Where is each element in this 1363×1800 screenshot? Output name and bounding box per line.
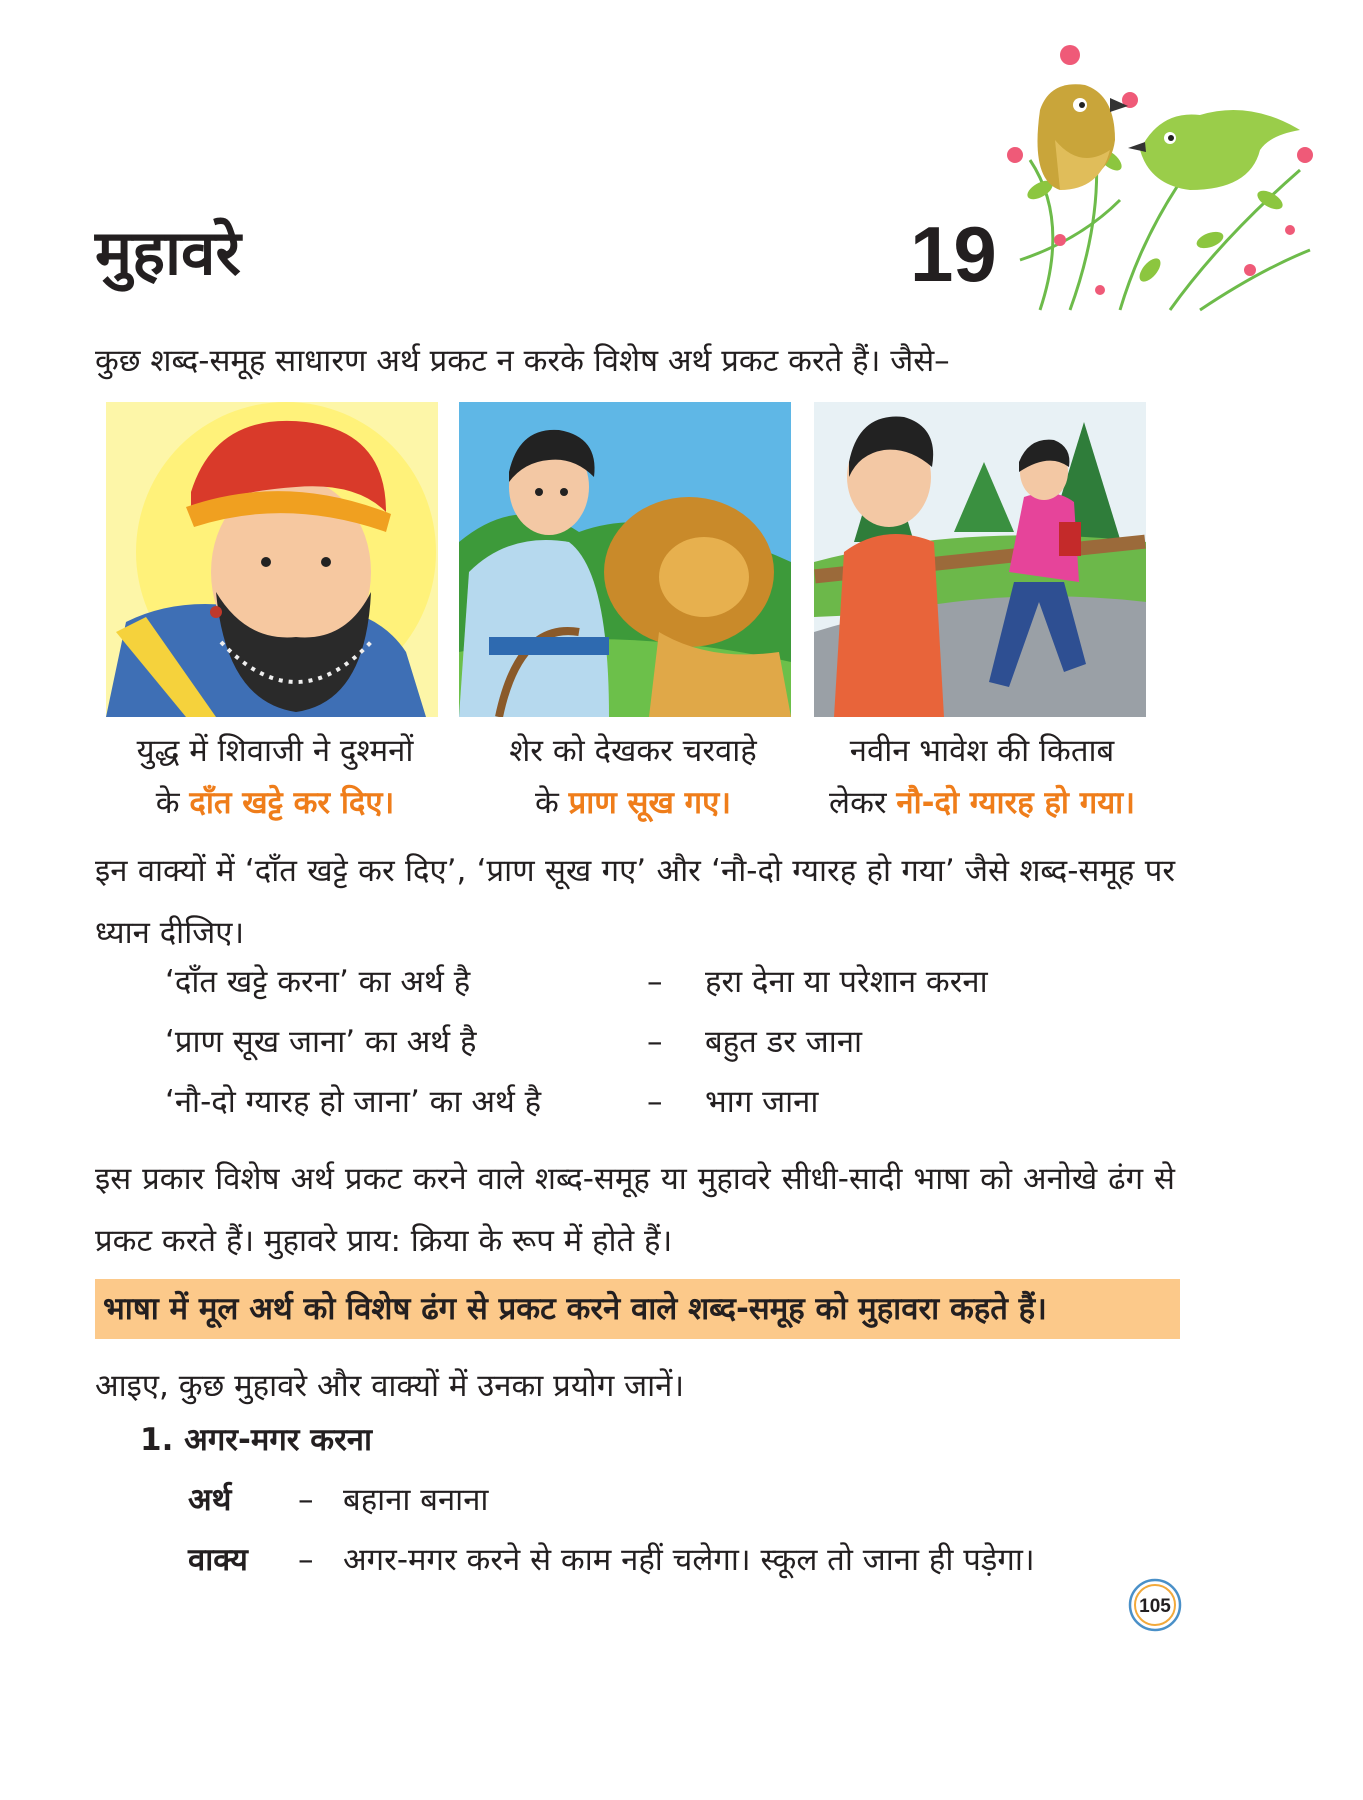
caption-1 — [100, 725, 450, 829]
caption-idiom: दाँत खट्टे कर दिए। — [189, 785, 395, 821]
page-number: 105 — [1139, 1596, 1171, 1617]
caption-2 — [458, 725, 808, 829]
definition-dash: – — [647, 964, 663, 1000]
definition-meaning: भाग जाना — [705, 1084, 819, 1120]
caption-3 — [807, 725, 1157, 829]
sentence-label: वाक्य — [188, 1542, 248, 1578]
boy-running-illustration — [814, 402, 1146, 717]
birds-illustration — [1000, 40, 1320, 315]
definition-row — [165, 952, 1165, 1012]
definition-term: ‘दाँत खट्टे करना’ का अर्थ है — [165, 964, 471, 1000]
chapter-title: मुहावरे — [95, 216, 241, 289]
caption-idiom: प्राण सूख गए। — [568, 785, 731, 821]
meaning-label: अर्थ — [188, 1482, 232, 1518]
meaning-dash: – — [298, 1482, 314, 1518]
definition-row — [165, 1072, 1165, 1132]
definition-row — [165, 1012, 1165, 1072]
definition-term: ‘नौ-दो ग्यारह हो जाना’ का अर्थ है — [165, 1084, 542, 1120]
sentence-text: अगर-मगर करने से काम नहीं चलेगा। स्कूल तो जाना ही पड़ेगा। — [343, 1542, 1035, 1578]
intro-examples-text: आइए, कुछ मुहावरे और वाक्यों में उनका प्रयोग जानें। — [95, 1368, 685, 1404]
meaning-text: बहाना बनाना — [343, 1482, 489, 1518]
definition-term: ‘प्राण सूख जाना’ का अर्थ है — [165, 1024, 477, 1060]
definition-meaning: बहुत डर जाना — [705, 1024, 863, 1060]
example-heading: 1. अगर-मगर करना — [140, 1422, 373, 1458]
explanation-paragraph: इन वाक्यों में ‘दाँत खट्टे कर दिए’, ‘प्राण सूख गए’ और ‘नौ-दो ग्यारह हो गया’ जैसे शब्द-समूह पर ध्यान दीजिए। — [95, 853, 1175, 951]
caption-idiom: नौ-दो ग्यारह हो गया। — [896, 785, 1135, 821]
page-number-badge — [1127, 1577, 1183, 1633]
sentence-dash: – — [298, 1542, 314, 1578]
caption-prefix: के — [535, 785, 559, 821]
summary-paragraph: इस प्रकार विशेष अर्थ प्रकट करने वाले शब्द-समूह या मुहावरे सीधी-सादी भाषा को अनोखे ढंग से प्रकट करते हैं। मुहावरे प्राय: क्रिया के रूप में होते हैं। — [95, 1161, 1175, 1259]
caption-line: युद्ध में शिवाजी ने दुश्मनों — [136, 733, 414, 769]
caption-prefix: लेकर — [829, 785, 887, 821]
chapter-number: 19 — [910, 210, 997, 298]
shepherd-lion-illustration — [459, 402, 791, 717]
caption-line: नवीन भावेश की किताब — [849, 733, 1115, 769]
intro-text: कुछ शब्द-समूह साधारण अर्थ प्रकट न करके विशेष अर्थ प्रकट करते हैं। जैसे– — [95, 343, 950, 379]
shivaji-illustration — [106, 402, 438, 717]
definition-meaning: हरा देना या परेशान करना — [705, 964, 988, 1000]
caption-line: शेर को देखकर चरवाहे — [509, 733, 757, 769]
definition-highlight-box: भाषा में मूल अर्थ को विशेष ढंग से प्रकट करने वाले शब्द-समूह को मुहावरा कहते हैं। — [95, 1279, 1180, 1339]
definition-dash: – — [647, 1024, 663, 1060]
caption-prefix: के — [155, 785, 180, 821]
definition-dash: – — [647, 1084, 663, 1120]
